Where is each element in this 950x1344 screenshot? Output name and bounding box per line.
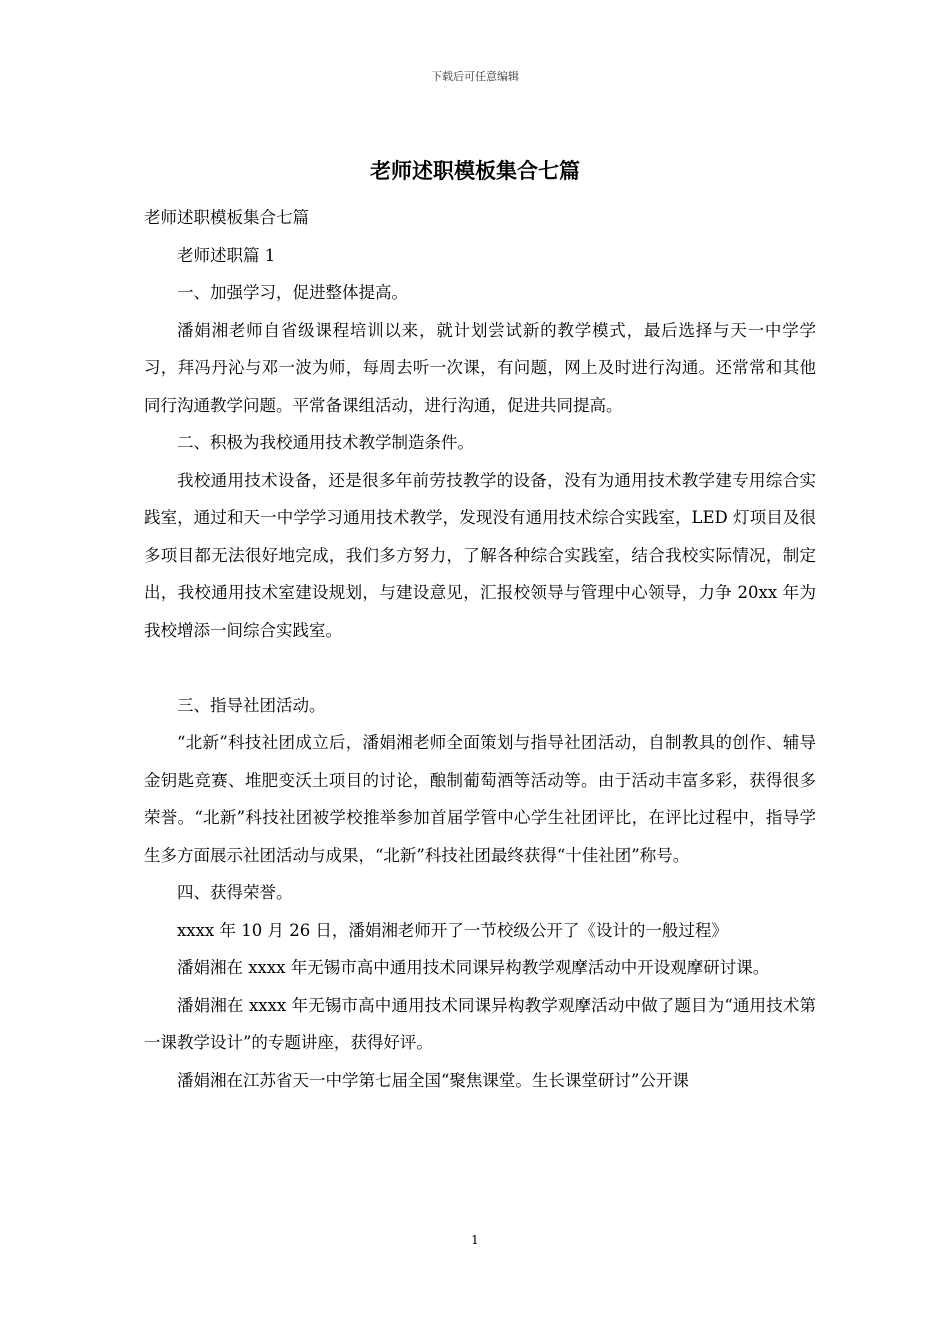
page-header: 下载后可任意编辑 <box>431 70 519 83</box>
page-number: 1 <box>471 1233 479 1247</box>
document-title: 老师述职模板集合七篇 <box>370 158 580 183</box>
document-body <box>144 199 816 1099</box>
paragraph-1: 潘娟湘老师自省级课程培训以来，就计划尝试新的教学模式，最后选择与天一中学学习，拜冯丹沁与邓一波为师，每周去听一次课，有问题，网上及时进行沟通。还常常和其他同行沟通教学问题。平常备课组活动，进行沟通，促进共同提高。 <box>144 320 816 415</box>
heading-3: 三、指导社团活动。 <box>177 695 326 715</box>
paragraph-3: “北新”科技社团成立后，潘娟湘老师全面策划与指导社团活动，自制教具的创作、辅导金钥匙竞赛、堆肥变沃土项目的讨论，酿制葡萄酒等活动等。由于活动丰富多彩，获得很多荣誉。“北新”科技社团被学校推举参加首届学管中心学生社团评比，在评比过程中，指导学生多方面展示社团活动与成果，“北新”科技社团最终获得“十佳社团”称号。 <box>144 733 816 865</box>
paragraph-7: 潘娟湘在江苏省天一中学第七届全国“聚焦课堂。生长课堂研讨”公开课 <box>177 1070 689 1090</box>
heading-4: 四、获得荣誉。 <box>177 883 293 902</box>
document-subtitle: 老师述职模板集合七篇 <box>144 208 309 227</box>
paragraph-6: 潘娟湘在 xxxx 年无锡市高中通用技术同课异构教学观摩活动中做了题目为“通用技术第一课教学设计”的专题讲座，获得好评。 <box>144 995 816 1052</box>
blank-line <box>144 649 816 687</box>
heading-1: 一、加强学习，促进整体提高。 <box>177 283 408 302</box>
paragraph-2: 我校通用技术设备，还是很多年前劳技教学的设备，没有为通用技术教学建专用综合实践室，通过和天一中学学习通用技术教学，发现没有通用技术综合实践室，LED 灯项目及很多项目都无法很好地完成，我们多方努力，了解各种综合实践室，结合我校实际情况，制定出，我校通用技术室建设规划，与建设意见，汇报校领导与管理中心领导，力争 20xx 年为我校增添一间综合实践室。 <box>144 470 816 640</box>
heading-2: 二、积极为我校通用技术教学制造条件。 <box>177 433 474 452</box>
paragraph-4: xxxx 年 10 月 26 日，潘娟湘老师开了一节校级公开了《设计的一般过程》 <box>177 920 728 940</box>
section-title: 老师述职篇 1 <box>177 245 276 265</box>
paragraph-5: 潘娟湘在 xxxx 年无锡市高中通用技术同课异构教学观摩活动中开设观摩研讨课。 <box>177 958 770 977</box>
